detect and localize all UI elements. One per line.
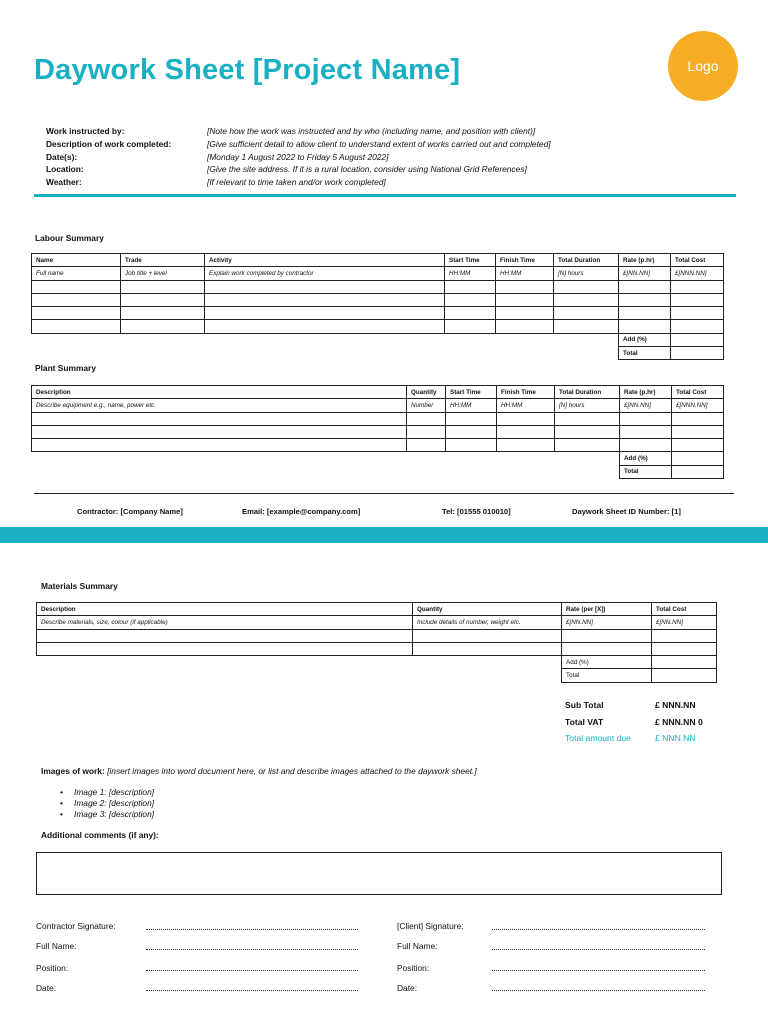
table-cell[interactable] (205, 293, 445, 306)
table-cell[interactable] (619, 320, 671, 333)
table-cell[interactable] (671, 307, 724, 320)
table-cell[interactable] (652, 642, 717, 655)
table-cell[interactable] (496, 280, 554, 293)
table-row (32, 439, 724, 452)
table-cell[interactable] (555, 439, 620, 452)
table-cell[interactable] (413, 629, 562, 642)
table-cell[interactable] (554, 320, 619, 333)
totals-summary (565, 697, 703, 747)
info-value[interactable]: [Give the site address. If it is a rural location, consider using National Grid References] (207, 164, 527, 175)
column-header: Start Time (445, 254, 496, 267)
images-instructions[interactable]: [insert images into word document here, or list and describe images attached to the daywork sheet.] (104, 766, 477, 776)
contractor-email: Email: [example@company.com] (242, 507, 361, 516)
total-row (37, 669, 717, 682)
table-cell[interactable] (205, 307, 445, 320)
info-value[interactable]: [Note how the work was instructed and by who (including name, and position with client)] (207, 126, 536, 136)
table-cell[interactable] (672, 425, 724, 438)
add-percent-cell[interactable] (672, 452, 724, 465)
table-cell[interactable] (671, 280, 724, 293)
contractor-tel: Tel: [01555 010010] (442, 507, 511, 516)
info-value[interactable]: [If relevant to time taken and/or work completed] (207, 177, 386, 188)
column-header: Quantity (407, 386, 446, 399)
info-row-dates (46, 151, 551, 164)
table-cell[interactable]: £[NNN.NN] (672, 399, 724, 412)
table-header-row (37, 603, 717, 616)
column-header: Rate (p.hr) (619, 254, 671, 267)
contractor-date-label: Date: (36, 983, 57, 993)
table-row (37, 616, 717, 629)
info-label: Date(s): (46, 151, 78, 162)
comments-box[interactable] (36, 852, 722, 895)
info-row-description (46, 138, 551, 151)
table-cell[interactable] (32, 280, 121, 293)
table-cell[interactable] (32, 293, 121, 306)
contractor-full-name-line[interactable] (146, 949, 358, 950)
contractor-full-name-label: Full Name: (36, 941, 77, 951)
table-cell[interactable] (672, 439, 724, 452)
bullet-icon: • (60, 798, 63, 809)
table-cell[interactable] (32, 439, 407, 452)
table-cell[interactable] (32, 320, 121, 333)
client-position-label: Position: (397, 963, 430, 973)
page-break-band (0, 527, 768, 543)
total-vat-label: Total VAT (565, 716, 604, 727)
plant-table (31, 385, 724, 479)
table-row (32, 293, 724, 306)
contractor-position-label: Position: (36, 963, 69, 973)
table-cell[interactable] (496, 293, 554, 306)
table-cell[interactable] (446, 439, 497, 452)
column-header: Total Cost (672, 386, 724, 399)
table-cell[interactable] (554, 293, 619, 306)
table-cell[interactable]: Full name (32, 267, 121, 280)
table-cell[interactable]: £[NN.NN] (620, 399, 672, 412)
bullet-icon: • (60, 787, 63, 797)
contractor-date-line[interactable] (146, 990, 358, 991)
footer-divider (34, 493, 734, 494)
table-cell[interactable] (32, 307, 121, 320)
labour-table (31, 253, 724, 360)
table-cell[interactable] (121, 293, 205, 306)
table-cell[interactable] (445, 293, 496, 306)
client-signature-line[interactable] (492, 929, 705, 930)
sheet-id-number: Daywork Sheet ID Number: [1] (572, 507, 681, 516)
table-cell[interactable]: Job title + level (121, 267, 205, 280)
table-cell[interactable]: Include details of number, weight etc. (413, 616, 562, 629)
table-cell[interactable] (671, 320, 724, 333)
column-header: Finish Time (496, 254, 554, 267)
table-cell[interactable]: HH:MM (496, 267, 554, 280)
client-date-line[interactable] (492, 990, 705, 991)
work-info (46, 125, 551, 189)
info-row-location (46, 163, 551, 176)
table-cell[interactable]: £[NN.NN] (619, 267, 671, 280)
table-cell[interactable]: £[NN.NN] (652, 616, 717, 629)
amount-due-value: £ NNN.NN (655, 733, 696, 743)
table-cell[interactable] (620, 425, 672, 438)
labour-heading: Labour Summary (35, 233, 104, 243)
amount-due-row (565, 730, 703, 747)
bullet-icon: • (60, 809, 63, 820)
table-cell[interactable] (32, 425, 407, 438)
info-label: Work instructed by: (46, 126, 125, 136)
info-row-instructed (46, 125, 551, 138)
table-row (32, 412, 724, 425)
list-item (60, 798, 154, 809)
add-percent-label: Add (%) (620, 452, 672, 465)
amount-due-label: Total amount due (565, 733, 631, 743)
total-label: Total (620, 465, 672, 478)
table-cell[interactable] (445, 320, 496, 333)
client-full-name-line[interactable] (492, 949, 705, 950)
table-cell[interactable]: [N] hours (555, 399, 620, 412)
materials-table (36, 602, 717, 683)
column-header: Total Duration (554, 254, 619, 267)
table-cell[interactable] (620, 412, 672, 425)
table-cell[interactable] (37, 642, 413, 655)
image-description[interactable]: Image 2: [description] (74, 798, 155, 809)
table-cell[interactable] (446, 412, 497, 425)
table-cell[interactable]: £[NNN.NN] (671, 267, 724, 280)
table-cell[interactable]: £[NN.NN] (562, 616, 652, 629)
table-cell[interactable]: HH:MM (445, 267, 496, 280)
table-header-row (32, 386, 724, 399)
table-cell[interactable] (555, 412, 620, 425)
contractor-signature-label: Contractor Signature: (36, 921, 116, 931)
table-cell[interactable] (121, 307, 205, 320)
table-cell[interactable] (554, 307, 619, 320)
column-header: Total Cost (652, 603, 717, 616)
table-cell[interactable] (496, 320, 554, 333)
table-cell[interactable]: [N] hours (554, 267, 619, 280)
header-divider (34, 194, 736, 197)
column-header: Rate (p.hr) (620, 386, 672, 399)
list-item (60, 809, 154, 820)
add-percent-cell[interactable] (652, 656, 717, 669)
column-header: Description (32, 386, 407, 399)
info-label: Location: (46, 164, 84, 175)
table-cell[interactable] (652, 629, 717, 642)
column-header: Name (32, 254, 121, 267)
table-cell[interactable] (562, 642, 652, 655)
table-cell[interactable] (619, 280, 671, 293)
plant-heading: Plant Summary (35, 363, 96, 373)
add-percent-cell[interactable] (671, 333, 724, 346)
images-list (60, 787, 154, 821)
table-cell[interactable]: Describe materials, size, colour (if applicable) (37, 616, 413, 629)
table-row (32, 280, 724, 293)
table-cell[interactable] (672, 412, 724, 425)
column-header: Total Cost (671, 254, 724, 267)
table-cell[interactable] (32, 412, 407, 425)
contractor-position-line[interactable] (146, 970, 358, 971)
column-header: Rate (per [X]) (562, 603, 652, 616)
contractor-name: Contractor: [Company Name] (77, 507, 183, 516)
table-cell[interactable] (671, 293, 724, 306)
table-row (37, 629, 717, 642)
table-cell[interactable] (407, 425, 446, 438)
table-cell[interactable]: HH:MM (446, 399, 497, 412)
sub-total-label: Sub Total (565, 700, 604, 710)
list-item (60, 787, 154, 798)
column-header: Trade (121, 254, 205, 267)
column-header: Total Duration (555, 386, 620, 399)
table-cell[interactable] (205, 280, 445, 293)
total-cell[interactable] (672, 465, 724, 478)
total-label: Total (562, 669, 652, 682)
table-cell[interactable]: HH:MM (497, 399, 555, 412)
total-label: Total (619, 347, 671, 360)
images-of-work (41, 766, 477, 776)
add-percent-row (37, 656, 717, 669)
add-percent-row (32, 333, 724, 346)
total-row (32, 465, 724, 478)
add-percent-label: Add (%) (619, 333, 671, 346)
total-vat-value: £ NNN.NN 0 (655, 716, 703, 727)
table-row (37, 642, 717, 655)
table-cell[interactable]: Number (407, 399, 446, 412)
table-row (32, 425, 724, 438)
table-cell[interactable] (620, 439, 672, 452)
table-cell[interactable] (445, 307, 496, 320)
client-signature-label: [Client] Signature: (397, 921, 464, 931)
table-cell[interactable] (496, 307, 554, 320)
table-row (32, 267, 724, 280)
column-header: Finish Time (497, 386, 555, 399)
table-cell[interactable] (407, 412, 446, 425)
table-cell[interactable] (121, 320, 205, 333)
table-cell[interactable] (562, 629, 652, 642)
total-row (32, 347, 724, 360)
column-header: Description (37, 603, 413, 616)
table-cell[interactable] (497, 439, 555, 452)
table-cell[interactable] (413, 642, 562, 655)
table-row (32, 399, 724, 412)
materials-heading: Materials Summary (41, 581, 118, 591)
table-cell[interactable] (555, 425, 620, 438)
table-cell[interactable] (554, 280, 619, 293)
info-label: Weather: (46, 177, 82, 188)
sub-total-row (565, 697, 703, 714)
table-cell[interactable]: Explain work completed by contractor (205, 267, 445, 280)
column-header: Start Time (446, 386, 497, 399)
client-full-name-label: Full Name: (397, 941, 438, 951)
page-title: Daywork Sheet [Project Name] (34, 54, 461, 86)
client-position-line[interactable] (492, 970, 705, 971)
sub-total-value: £ NNN.NN (655, 700, 696, 710)
add-percent-row (32, 452, 724, 465)
table-cell[interactable] (446, 425, 497, 438)
table-cell[interactable] (37, 629, 413, 642)
total-cell[interactable] (671, 347, 724, 360)
table-header-row (32, 254, 724, 267)
column-header: Quantity (413, 603, 562, 616)
info-value[interactable]: [Give sufficient detail to allow client to understand extent of works carried out and completed] (207, 138, 551, 149)
table-cell[interactable] (619, 293, 671, 306)
info-row-weather (46, 176, 551, 189)
table-cell[interactable] (497, 425, 555, 438)
table-cell[interactable] (205, 320, 445, 333)
info-label: Description of work completed: (46, 138, 172, 149)
image-description[interactable]: Image 3: [description] (74, 809, 155, 820)
contractor-signature-line[interactable] (146, 929, 358, 930)
info-value[interactable]: [Monday 1 August 2022 to Friday 5 August 2022] (207, 151, 389, 162)
column-header: Activity (205, 254, 445, 267)
table-cell[interactable] (121, 280, 205, 293)
image-description[interactable]: Image 1: [description] (74, 787, 155, 797)
comments-heading: Additional comments (if any): (41, 830, 159, 840)
table-cell[interactable]: Describe equipment e.g., name, power etc. (32, 399, 407, 412)
table-cell[interactable] (619, 307, 671, 320)
images-label: Images of work: (41, 766, 105, 776)
logo-placeholder: Logo (668, 31, 738, 101)
table-cell[interactable] (407, 439, 446, 452)
total-cell[interactable] (652, 669, 717, 682)
table-row (32, 307, 724, 320)
table-cell[interactable] (497, 412, 555, 425)
add-percent-label: Add (%) (562, 656, 652, 669)
table-row (32, 320, 724, 333)
total-vat-row (565, 714, 703, 731)
table-cell[interactable] (445, 280, 496, 293)
client-date-label: Date: (397, 983, 418, 993)
